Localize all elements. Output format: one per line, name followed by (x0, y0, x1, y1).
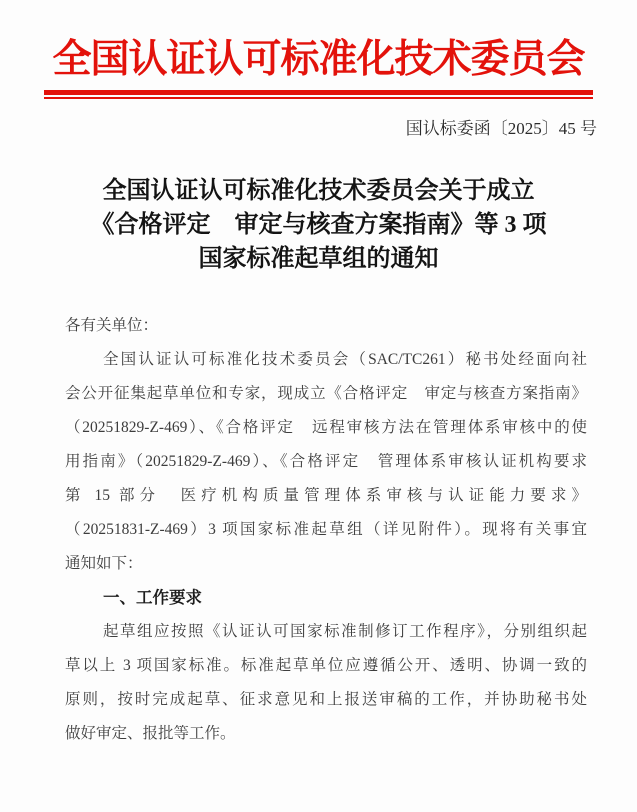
body-line: 做好审定、报批等工作。 (65, 725, 236, 742)
document-title-line: 国家标准起草组的通知 (198, 246, 439, 272)
letterhead-rule (44, 90, 593, 99)
letterhead-org-title: 全国认证认可标准化技术委员会 (52, 38, 585, 81)
letterhead (0, 0, 637, 99)
body-line: （20251831-Z-469）3 项国家标准起草组（详见附件）。现将有关事宜 (65, 521, 587, 538)
body-line: （20251829-Z-469）、《合格评定 远程审核方法在管理体系审核中的使 (65, 419, 587, 436)
body-line: 全国认证认可标准化技术委员会（SAC/TC261）秘书处经面向社 (103, 351, 587, 368)
document-title (0, 174, 637, 276)
body-line: 通知如下： (65, 555, 143, 572)
letterhead-rule-thin (44, 97, 593, 99)
letterhead-rule-thick (44, 90, 593, 95)
body-line: 第 15 部分 医疗机构质量管理体系审核与认证能力要求》 (65, 487, 587, 504)
document-title-line: 全国认证认可标准化技术委员会关于成立 (102, 178, 535, 204)
body-line: 用指南》（20251829-Z-469）、《合格评定 管理体系审核认证机构要求 (65, 453, 587, 470)
body-line: 起草组应按照《认证认可国家标准制修订工作程序》，分别组织起 (103, 623, 587, 640)
salutation-line: 各有关单位： (65, 317, 159, 334)
section-heading: 一、工作要求 (103, 589, 202, 607)
document-title-line: 《合格评定 审定与核查方案指南》等 3 项 (90, 212, 547, 238)
document-number: 国认标委函〔2025〕45 号 (405, 119, 597, 138)
body-line: 原则，按时完成起草、征求意见和上报送审稿的工作，并协助秘书处 (65, 691, 587, 708)
document-body (65, 309, 587, 751)
body-line: 草以上 3 项国家标准。标准起草单位应遵循公开、透明、协调一致的 (65, 657, 587, 674)
body-line: 会公开征集起草单位和专家，现成立《合格评定 审定与核查方案指南》 (65, 385, 587, 402)
